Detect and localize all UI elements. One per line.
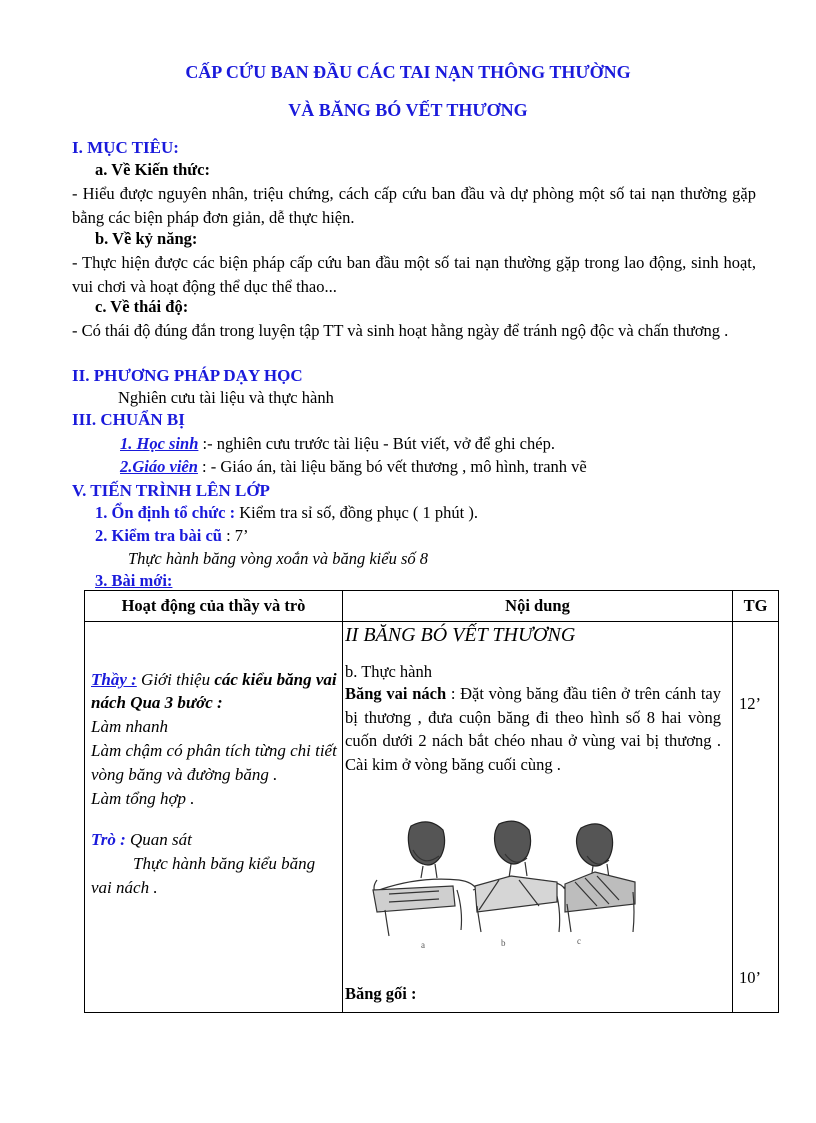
kiem-tra-text: : 7’ — [221, 526, 249, 545]
tro-block — [91, 828, 192, 851]
step-bai-moi: 3. Bài mới: — [95, 571, 173, 590]
header-tg: TG — [733, 591, 779, 622]
section-muc-tieu-heading: I. MỤC TIÊU: — [72, 138, 179, 157]
giao-vien-text: : - Giáo án, tài liệu băng bó vết thương , mô hình, tranh vẽ — [197, 457, 587, 476]
hoc-sinh-label: 1. Học sinh — [120, 434, 199, 453]
lesson-table — [84, 590, 779, 1013]
content-heading: II BĂNG BÓ VẾT THƯƠNG — [345, 624, 576, 646]
chuan-bi-giao-vien — [120, 457, 587, 477]
figure-a — [373, 822, 477, 936]
section-chuan-bi-heading: III. CHUẨN BỊ — [72, 410, 185, 429]
content-vai-nach — [345, 682, 721, 776]
section-tien-trinh-heading: V. TIẾN TRÌNH LÊN LỚP — [72, 481, 270, 500]
on-dinh-text: Kiểm tra sỉ số, đồng phục ( 1 phút ). — [235, 503, 478, 522]
subheading-thai-do: c. Về thái độ: — [95, 297, 189, 316]
tro-text: Quan sát — [125, 830, 192, 849]
step-tong-hop: Làm tổng hợp . — [91, 789, 195, 808]
title-line-2: VÀ BĂNG BÓ VẾT THƯƠNG — [288, 100, 528, 120]
thay-text: Giới thiệu — [136, 670, 215, 689]
figure-label-a: a — [421, 940, 425, 950]
bandage-figure — [349, 810, 641, 950]
bang-goi-label: Băng gối : — [345, 984, 417, 1003]
figure-c — [563, 824, 635, 932]
vai-nach-text: : Đặt vòng băng đầu tiên ở trên cánh tay bị thương , đưa cuộn băng đi theo hình số 8 hai vòng cuốn dưới 2 nách bắt chéo nhau ở vùng vai bị thương . Cài kim ở vòng băng cuối cùng . — [345, 684, 721, 774]
phuong-phap-text: Nghiên cưu tài liệu và thực hành — [118, 388, 334, 407]
on-dinh-label: 1. Ổn định tổ chức : — [95, 503, 236, 522]
cell-hoat-dong — [85, 622, 343, 1013]
giao-vien-label: 2.Giáo viên — [120, 457, 198, 476]
paragraph-thai-do: - Có thái độ đúng đắn trong luyện tập TT và sinh hoạt hằng ngày để tránh ngộ độc và chấn thương . — [72, 321, 729, 340]
thay-label: Thầy : — [91, 670, 137, 689]
subheading-ky-nang: b. Về kỷ năng: — [95, 229, 198, 248]
header-noi-dung: Nội dung — [343, 591, 733, 622]
table-row — [85, 622, 779, 1013]
title-line-1: CẤP CỨU BAN ĐẦU CÁC TAI NẠN THÔNG THƯỜNG — [185, 62, 631, 82]
figure-b — [473, 821, 567, 932]
vai-nach-label: Băng vai nách — [345, 684, 447, 703]
cell-tg — [733, 622, 779, 1013]
thay-steps — [91, 715, 339, 811]
time-2: 10’ — [739, 968, 761, 987]
subheading-kien-thuc: a. Về Kiến thức: — [95, 160, 211, 179]
tro-label: Trò : — [91, 830, 126, 849]
hoc-sinh-text: :- nghiên cưu trước tài liệu - Bút viết, vở để ghi chép. — [198, 434, 555, 453]
thay-bold: các kiểu băng vai nách Qua 3 bước : — [91, 670, 337, 712]
kiem-tra-detail: Thực hành băng vòng xoắn và băng kiểu số 8 — [128, 549, 428, 568]
chuan-bi-hoc-sinh — [120, 434, 555, 454]
paragraph-kien-thuc: - Hiểu được nguyên nhân, triệu chứng, cách cấp cứu ban đầu và dự phòng một số tai nạn thường gặp bằng các biện pháp đơn giản, dễ thực hiện. — [72, 184, 756, 227]
time-1: 12’ — [739, 694, 761, 713]
thay-block — [91, 668, 337, 714]
kiem-tra-label: 2. Kiểm tra bài cũ — [95, 526, 222, 545]
step-on-dinh — [95, 503, 478, 523]
step-lam-nhanh: Làm nhanh — [91, 717, 168, 736]
header-hoat-dong: Hoạt động của thầy và trò — [85, 591, 343, 622]
tro-detail: Thực hành băng kiểu băng vai nách . — [91, 854, 316, 897]
step-lam-cham: Làm chậm có phân tích từng chi tiết vòng băng và đường băng . — [91, 741, 337, 784]
content-sub: b. Thực hành — [345, 662, 432, 681]
figure-label-c: c — [577, 936, 581, 946]
cell-noi-dung — [343, 622, 733, 1013]
paragraph-ky-nang: - Thực hiện được các biện pháp cấp cứu ban đầu một số tai nạn thường gặp trong lao động, sinh hoạt, vui chơi và hoạt động thể dục thể thao... — [72, 253, 756, 296]
section-phuong-phap-heading: II. PHƯƠNG PHÁP DẠY HỌC — [72, 366, 303, 385]
figure-label-b: b — [501, 938, 506, 948]
table-header-row — [85, 591, 779, 622]
step-kiem-tra — [95, 526, 249, 546]
